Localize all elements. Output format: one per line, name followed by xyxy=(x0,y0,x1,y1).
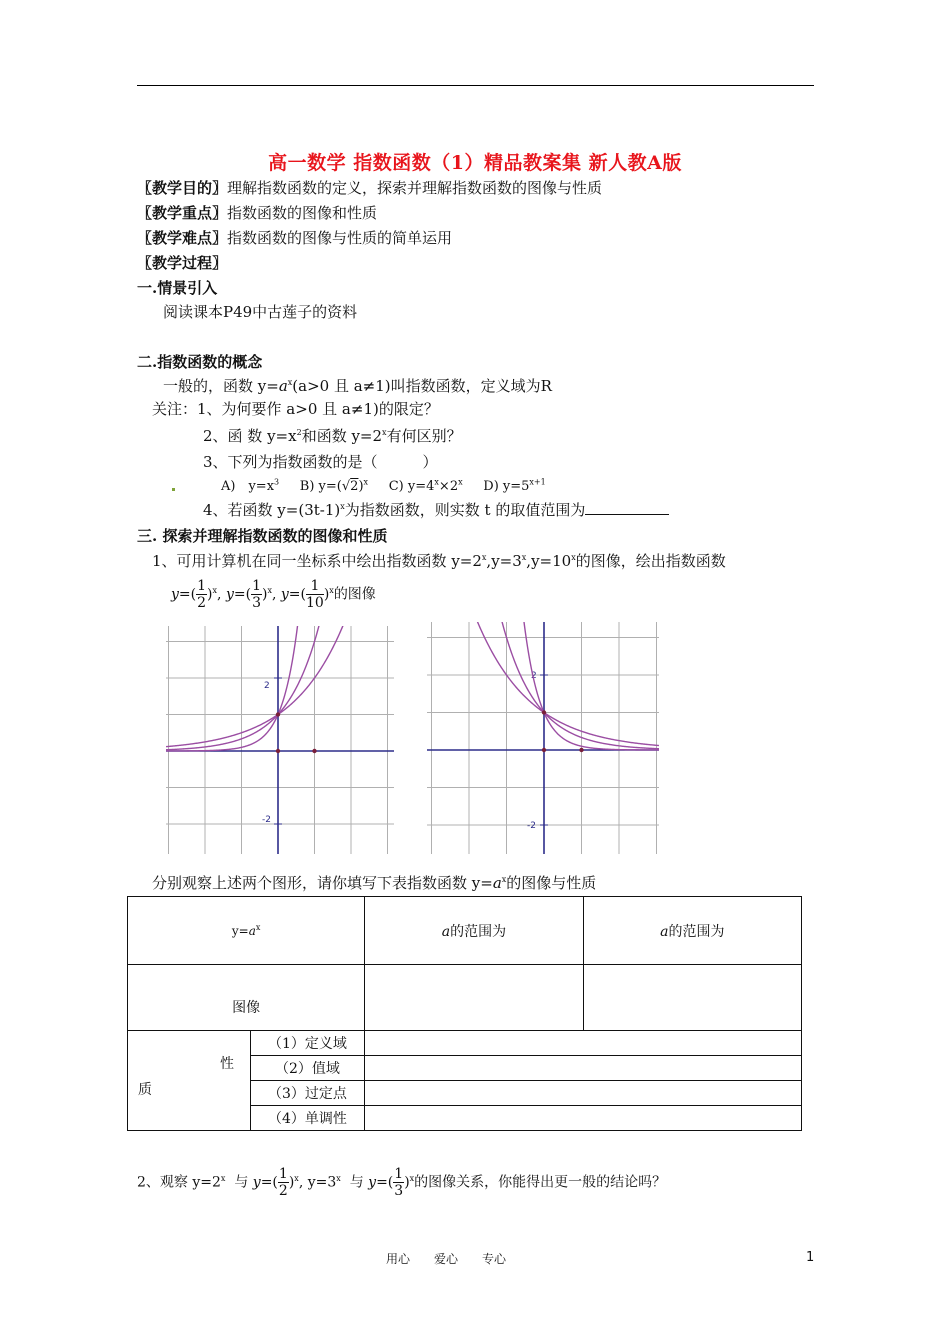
q3-line: 3、下列为指数函数的是（ ） xyxy=(203,453,438,471)
observe-line xyxy=(152,873,596,893)
difficulty-label: 〖教学难点〗 xyxy=(137,229,228,247)
fc1: ) xyxy=(207,586,213,603)
observe-b: 的图像与性质 xyxy=(506,874,597,892)
opt-d-sup: x+1 xyxy=(529,477,546,487)
prop-name: （3）过定点 xyxy=(250,1081,365,1106)
opt-b: B) y=( xyxy=(299,479,342,494)
q2obs-e: 的图像关系，你能得出更一般的结论吗？ xyxy=(414,1174,667,1191)
q2n1: 1 xyxy=(278,1166,288,1182)
curve-(1/10)^x xyxy=(427,622,659,750)
frac-third xyxy=(251,578,262,611)
opt-a-sup: 3 xyxy=(274,477,280,487)
head-a2: a xyxy=(660,923,669,940)
sec3-p1 xyxy=(152,551,726,571)
p1-sup1: x xyxy=(481,553,487,562)
key-label: 〖教学重点〗 xyxy=(137,204,228,222)
q2obs-sup1: x xyxy=(220,1173,226,1183)
q2obs-y2: y xyxy=(368,1174,377,1191)
curve-2^x xyxy=(166,626,394,747)
tick-label-pos: 2 xyxy=(531,671,537,681)
table-row xyxy=(128,1031,802,1056)
p1-b: ,y=3 xyxy=(486,552,522,570)
p1-sup2: x xyxy=(521,553,527,562)
table-graph-row xyxy=(128,965,802,1031)
footer-text: 用心 爱心 专心 xyxy=(386,1252,507,1266)
q2obs-sup4: x xyxy=(409,1173,415,1183)
opt-c: C) y=4 xyxy=(388,479,435,494)
curve-3^x xyxy=(166,626,394,750)
process-label: 〖教学过程〗 xyxy=(137,254,228,272)
goal-line xyxy=(137,178,602,198)
curve-(1/2)^x xyxy=(427,622,659,746)
fx2: x xyxy=(267,585,272,595)
q2-supx: x xyxy=(382,428,387,437)
fden2: 3 xyxy=(252,595,261,611)
opt-b-sup: x xyxy=(363,477,369,487)
p1-c: ,y=10 xyxy=(526,552,572,570)
point-1-0 xyxy=(579,748,583,752)
goal-text: 理解指数函数的定义，探索并理解指数函数的图像与性质 xyxy=(227,179,603,197)
head-range1: 的范围为 xyxy=(450,923,507,940)
prop-name: （4）单调性 xyxy=(250,1106,365,1131)
p1-sup3: x xyxy=(571,553,576,562)
note-b: 1 xyxy=(363,400,373,418)
frac-half-2 xyxy=(278,1166,289,1199)
fy2: y xyxy=(225,586,234,603)
def-text-d: )叫指数函数，定义域为R xyxy=(384,377,552,395)
opt-b-close: ) xyxy=(358,479,364,494)
point-0-1 xyxy=(542,710,546,714)
opt-c-sup: x xyxy=(434,477,439,487)
q2obs-c: , y=3 xyxy=(298,1174,337,1191)
head-func-a: a xyxy=(248,923,256,938)
q2c2: ) xyxy=(404,1174,410,1191)
q2d2: 3 xyxy=(394,1183,404,1199)
observe-var: a xyxy=(492,874,502,892)
fcm1: , xyxy=(217,586,222,603)
head-a1: a xyxy=(441,923,451,940)
answer-blank[interactable] xyxy=(585,500,669,515)
point-origin xyxy=(542,748,546,752)
times-icon: × xyxy=(438,479,450,494)
opt-c-2: 2 xyxy=(449,479,459,494)
tick-label-neg: -2 xyxy=(527,821,536,831)
fx1: x xyxy=(212,585,218,595)
p1-d: 的图像，绘出指数函数 xyxy=(575,552,726,570)
fractions-line xyxy=(171,578,376,611)
q4-b: 为指数函数，则实数 t 的取值范围为 xyxy=(344,501,586,519)
head-range1-cell xyxy=(365,897,583,965)
p1-e: 的图像 xyxy=(333,586,376,603)
note-a: 关注：1、为何要作 a>0 且 a xyxy=(152,400,351,418)
frac-half xyxy=(196,578,207,611)
q2c1: ) xyxy=(288,1174,295,1191)
key-text: 指数函数的图像和性质 xyxy=(227,204,378,222)
graph-cell-1[interactable] xyxy=(365,965,583,1031)
head-range2: 的范围为 xyxy=(668,923,725,940)
graph-decreasing xyxy=(427,622,659,854)
fden1: 2 xyxy=(197,595,207,611)
row-graph-label: 图像 xyxy=(128,965,365,1031)
fcm2: , xyxy=(271,586,277,603)
q2obs-y1: y xyxy=(252,1174,261,1191)
definition-line xyxy=(163,376,552,396)
head-range2-cell xyxy=(583,897,801,965)
top-rule xyxy=(137,85,814,86)
prop-answer[interactable] xyxy=(365,1081,802,1106)
opt-a: A) y=x xyxy=(221,479,275,494)
note-c: )的限定？ xyxy=(372,400,439,418)
sqrt-icon: √ xyxy=(341,479,351,494)
q2-b: 和函数 y=2 xyxy=(301,427,383,445)
p1-a: 1、可用计算机在同一坐标系中绘出指数函数 y=2 xyxy=(152,552,482,570)
difficulty-text: 指数函数的图像与性质的简单运用 xyxy=(227,229,453,247)
q2-a: 2、函 数 y=x xyxy=(203,427,297,445)
q2obs-sup2: x xyxy=(294,1173,299,1183)
q2-line xyxy=(203,426,462,446)
sec3-heading: 三. 探索并理解指数函数的图像和性质 xyxy=(137,527,388,545)
fx3: x xyxy=(329,585,334,595)
q2d1: 2 xyxy=(278,1183,288,1199)
fnum2: 1 xyxy=(252,578,261,594)
sec1-heading: 一.情景引入 xyxy=(137,279,218,297)
curve-(1/3)^x xyxy=(427,622,659,749)
observe-sup: x xyxy=(501,875,507,884)
point-1-0 xyxy=(312,749,316,753)
curve-10^x xyxy=(166,626,394,751)
opt-d: D) y=5 xyxy=(483,479,530,494)
def-text-b: (a>0 且 a xyxy=(292,377,363,395)
frac-tenth xyxy=(306,578,324,611)
q4-line xyxy=(203,500,669,520)
prop-label-cell xyxy=(128,1031,251,1131)
note-line xyxy=(152,399,439,419)
opt-b-radicand: 2 xyxy=(350,479,359,494)
q2-sup: 2 xyxy=(296,428,302,437)
q2-observe-line xyxy=(137,1166,666,1199)
sec2-heading: 二.指数函数的概念 xyxy=(137,353,263,371)
fnum1: 1 xyxy=(197,578,207,594)
graph-cell-2[interactable] xyxy=(583,965,801,1031)
q2obs-eq1: =( xyxy=(260,1174,278,1191)
fnum3: 1 xyxy=(306,578,324,595)
opt-c-sup2: x xyxy=(458,477,463,487)
graph-increasing xyxy=(166,626,394,854)
q2-c: 有何区别？ xyxy=(386,427,462,445)
prop-answer[interactable] xyxy=(365,1106,802,1131)
mark-dot xyxy=(172,488,175,491)
page-title: 高一数学 指数函数（1）精品教案集 新人教A版 xyxy=(268,152,682,174)
def-text-a: 一般的，函数 y= xyxy=(163,377,279,395)
prop-label-b: 质 xyxy=(138,1082,152,1098)
goal-label: 〖教学目的〗 xyxy=(137,179,228,197)
key-line xyxy=(137,203,377,223)
feq3: =( xyxy=(288,586,306,603)
prop-name: （1）定义域 xyxy=(250,1031,365,1056)
q2obs-b: 与 xyxy=(234,1174,249,1191)
q2obs-eq2: =( xyxy=(376,1174,394,1191)
prop-answer[interactable] xyxy=(365,1031,802,1056)
fy3: y xyxy=(280,586,289,603)
q2obs-d: 与 xyxy=(349,1174,364,1191)
difficulty-line xyxy=(137,228,452,248)
head-func: y= xyxy=(231,923,249,938)
fc3: ) xyxy=(323,586,330,603)
page-number: 1 xyxy=(806,1250,815,1265)
sec1-text: 阅读课本P49中古莲子的资料 xyxy=(163,303,358,321)
feq2: =( xyxy=(233,586,252,603)
point-origin xyxy=(276,749,280,753)
frac-third-2 xyxy=(393,1166,404,1199)
q3-options xyxy=(221,477,546,497)
def-x: x xyxy=(287,378,293,387)
neq-icon: ≠ xyxy=(362,377,376,395)
observe-a: 分别观察上述两个图形，请你填写下表指数函数 y= xyxy=(152,874,493,892)
q2n2: 1 xyxy=(394,1166,404,1182)
q4-sup: x xyxy=(340,502,345,511)
head-func-cell xyxy=(128,897,365,965)
tick-label-neg: -2 xyxy=(262,815,271,825)
prop-name: （2）值域 xyxy=(250,1056,365,1081)
def-a: a xyxy=(278,377,288,395)
fy1: y xyxy=(171,586,179,603)
properties-table xyxy=(127,896,802,1131)
tick-label-pos: 2 xyxy=(264,681,270,691)
q4-a: 4、若函数 y=(3t-1) xyxy=(203,501,341,519)
q2obs-a: 2、观察 y=2 xyxy=(137,1174,221,1191)
prop-answer[interactable] xyxy=(365,1056,802,1081)
table-header-row xyxy=(128,897,802,965)
fc2: ) xyxy=(261,586,268,603)
feq1: =( xyxy=(178,586,197,603)
prop-label-a: 性 xyxy=(220,1056,234,1072)
point-0-1 xyxy=(276,712,280,716)
neq-icon: ≠ xyxy=(350,400,364,418)
q2obs-sup3: x xyxy=(336,1173,341,1183)
fden3: 10 xyxy=(306,595,324,611)
def-text-c: 1 xyxy=(375,377,385,395)
head-func-x: x xyxy=(255,922,261,932)
